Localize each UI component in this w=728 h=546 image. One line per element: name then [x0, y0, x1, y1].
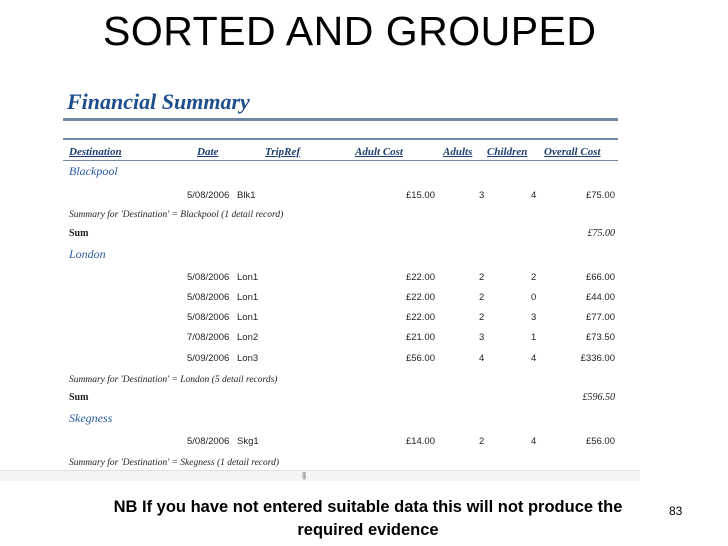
cell-adults: 3: [479, 190, 485, 201]
cell-tripref: Lon1: [237, 272, 259, 283]
cell-adults: 2: [479, 312, 485, 323]
cell-tripref: Lon2: [237, 332, 259, 343]
table-row: [63, 353, 623, 367]
cell-adults: 2: [479, 272, 485, 283]
group-summary-skegness: Summary for 'Destination' = Skegness (1 detail record): [69, 458, 280, 468]
col-header-date: Date: [197, 146, 219, 158]
col-header-children: Children: [487, 146, 528, 158]
cell-tripref: Lon1: [237, 312, 259, 323]
cell-date: 7/08/2006: [187, 332, 230, 343]
sum-value-blackpool: £75.00: [587, 228, 615, 239]
cell-adult-cost: £15.00: [405, 190, 435, 201]
cell-date: 5/08/2006: [187, 312, 230, 323]
sum-label: Sum: [69, 392, 89, 403]
cell-adult-cost: £22.00: [405, 312, 435, 323]
cell-children: 4: [531, 190, 537, 201]
cell-adults: 2: [479, 292, 485, 303]
table-row: [63, 190, 623, 204]
table-row: [63, 272, 623, 286]
cell-adult-cost: £14.00: [405, 436, 435, 447]
col-header-adult-cost: Adult Cost: [355, 146, 403, 158]
group-summary-blackpool: Summary for 'Destination' = Blackpool (1 detail record): [69, 210, 284, 220]
cell-tripref: Skg1: [237, 436, 259, 447]
cell-children: 3: [531, 312, 537, 323]
cell-tripref: Lon3: [237, 353, 259, 364]
horizontal-scrollbar[interactable]: [0, 470, 640, 481]
cell-overall-cost: £73.50: [585, 332, 615, 343]
cell-date: 5/09/2006: [187, 353, 230, 364]
table-row: [63, 312, 623, 326]
cell-adult-cost: £56.00: [405, 353, 435, 364]
cell-date: 5/08/2006: [187, 190, 230, 201]
col-header-adults: Adults: [443, 146, 473, 158]
cell-date: 5/08/2006: [187, 436, 230, 447]
cell-overall-cost: £75.00: [585, 190, 615, 201]
header-bottom-rule: [63, 160, 618, 161]
col-header-tripref: TripRef: [265, 146, 301, 158]
cell-tripref: Lon1: [237, 292, 259, 303]
cell-overall-cost: £336.00: [580, 353, 615, 364]
page-number: 83: [669, 504, 683, 518]
cell-adults: 2: [479, 436, 485, 447]
col-header-destination: Destination: [69, 146, 122, 158]
report-screenshot: [63, 80, 640, 473]
group-summary-london: Summary for 'Destination' = London (5 detail records): [69, 375, 278, 385]
cell-children: 4: [531, 353, 537, 364]
sum-value-london: £596.50: [582, 392, 615, 403]
cell-date: 5/08/2006: [187, 272, 230, 283]
group-header-skegness: Skegness: [69, 411, 113, 425]
cell-adults: 3: [479, 332, 485, 343]
cell-children: 4: [531, 436, 537, 447]
cell-adult-cost: £22.00: [405, 292, 435, 303]
table-row: [63, 332, 623, 346]
cell-overall-cost: £66.00: [585, 272, 615, 283]
cell-overall-cost: £77.00: [585, 312, 615, 323]
sum-label: Sum: [69, 228, 89, 239]
cell-overall-cost: £44.00: [585, 292, 615, 303]
table-row: [63, 436, 623, 450]
cell-children: 2: [531, 272, 537, 283]
table-row: [63, 292, 623, 306]
cell-children: 0: [531, 292, 537, 303]
cell-children: 1: [531, 332, 537, 343]
title-rule: [63, 118, 618, 121]
cell-date: 5/08/2006: [187, 292, 230, 303]
header-top-rule: [63, 138, 618, 140]
cell-tripref: Blk1: [237, 190, 256, 201]
group-header-blackpool: Blackpool: [69, 164, 118, 178]
group-header-london: London: [69, 247, 106, 261]
col-header-overall-cost: Overall Cost: [544, 146, 601, 158]
evidence-note: NB If you have not entered suitable data this will not produce the required evidence: [113, 498, 623, 539]
scroll-grip-icon: |||: [302, 471, 306, 480]
cell-adult-cost: £22.00: [405, 272, 435, 283]
report-title: Financial Summary: [67, 89, 250, 114]
cell-adult-cost: £21.00: [405, 332, 435, 343]
slide-title: SORTED AND GROUPED: [103, 8, 597, 54]
cell-overall-cost: £56.00: [585, 436, 615, 447]
cell-adults: 4: [479, 353, 485, 364]
